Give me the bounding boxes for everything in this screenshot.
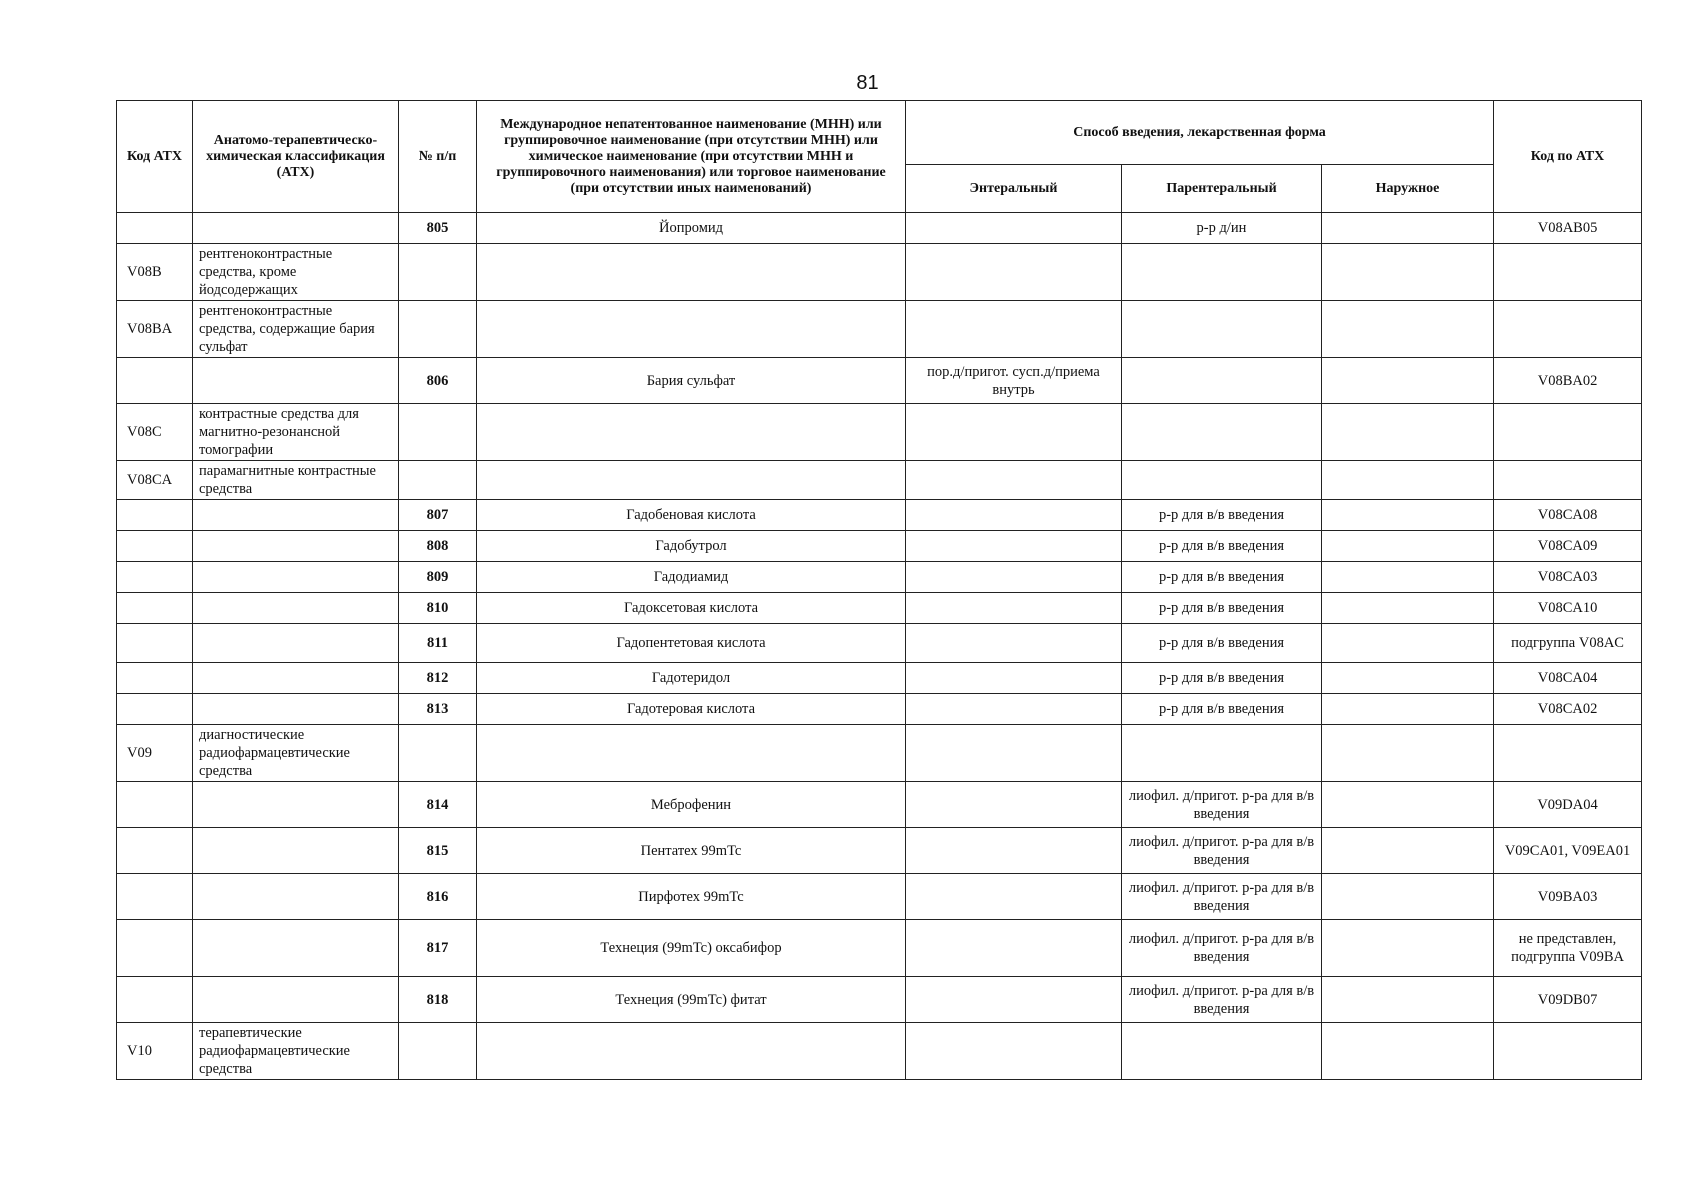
cell-external [1322, 500, 1494, 531]
cell-classification [193, 874, 399, 920]
cell-number: 807 [399, 500, 477, 531]
cell-external [1322, 244, 1494, 301]
cell-number [399, 1023, 477, 1080]
cell-name: Гадотеровая кислота [477, 694, 906, 725]
cell-number: 817 [399, 920, 477, 977]
cell-atx-code: V09CA01, V09EA01 [1494, 828, 1642, 874]
cell-external [1322, 694, 1494, 725]
cell-code [117, 500, 193, 531]
cell-name: Гадодиамид [477, 562, 906, 593]
cell-number [399, 404, 477, 461]
table-row [117, 213, 1642, 244]
cell-external [1322, 725, 1494, 782]
header-external: Наружное [1322, 165, 1494, 213]
cell-classification [193, 920, 399, 977]
cell-atx-code [1494, 301, 1642, 358]
cell-classification: рентгеноконтрастные средства, кроме йодсодержащих [193, 244, 399, 301]
cell-number: 809 [399, 562, 477, 593]
cell-name: Гадобутрол [477, 531, 906, 562]
cell-code [117, 782, 193, 828]
cell-atx-code: V08CA09 [1494, 531, 1642, 562]
header-name: Международное непатентованное наименование (МНН) или группировочное наименование (при отсутствии МНН) или химическое наименование (при отсутствии МНН и группировочного наименования) или торговое наименование (при отсутствии иных наименований) [477, 101, 906, 213]
cell-atx-code [1494, 404, 1642, 461]
table-row [117, 874, 1642, 920]
cell-classification [193, 828, 399, 874]
cell-external [1322, 977, 1494, 1023]
cell-enteral [906, 404, 1122, 461]
cell-enteral [906, 562, 1122, 593]
cell-parenteral: р-р для в/в введения [1122, 624, 1322, 663]
cell-parenteral: р-р для в/в введения [1122, 562, 1322, 593]
cell-code [117, 977, 193, 1023]
cell-atx-code: V08CA03 [1494, 562, 1642, 593]
page-number: 81 [856, 72, 879, 94]
header-number: № п/п [399, 101, 477, 213]
cell-classification: рентгеноконтрастные средства, содержащие бария сульфат [193, 301, 399, 358]
cell-name: Гадотеридол [477, 663, 906, 694]
cell-parenteral [1122, 1023, 1322, 1080]
cell-name: Гадопентетовая кислота [477, 624, 906, 663]
cell-name [477, 461, 906, 500]
cell-number: 808 [399, 531, 477, 562]
cell-atx-code [1494, 461, 1642, 500]
cell-parenteral: лиофил. д/пригот. р-ра для в/в введения [1122, 874, 1322, 920]
cell-parenteral: лиофил. д/пригот. р-ра для в/в введения [1122, 828, 1322, 874]
cell-classification [193, 213, 399, 244]
cell-enteral [906, 461, 1122, 500]
cell-classification: контрастные средства для магнитно-резонансной томографии [193, 404, 399, 461]
table-row [117, 920, 1642, 977]
cell-atx-code: V08CA04 [1494, 663, 1642, 694]
cell-atx-code [1494, 725, 1642, 782]
cell-name: Йопромид [477, 213, 906, 244]
cell-enteral [906, 977, 1122, 1023]
cell-classification [193, 562, 399, 593]
cell-code [117, 531, 193, 562]
cell-name: Пирфотех 99mTc [477, 874, 906, 920]
cell-name: Технеция (99mTc) фитат [477, 977, 906, 1023]
cell-enteral [906, 1023, 1122, 1080]
table-row [117, 725, 1642, 782]
cell-atx-code: не представлен, подгруппа V09BA [1494, 920, 1642, 977]
cell-parenteral [1122, 404, 1322, 461]
cell-code: V08C [117, 404, 193, 461]
cell-parenteral [1122, 301, 1322, 358]
cell-external [1322, 593, 1494, 624]
cell-external [1322, 828, 1494, 874]
cell-parenteral [1122, 725, 1322, 782]
cell-number: 811 [399, 624, 477, 663]
cell-parenteral [1122, 461, 1322, 500]
cell-number: 815 [399, 828, 477, 874]
table-row [117, 1023, 1642, 1080]
cell-enteral [906, 531, 1122, 562]
cell-external [1322, 531, 1494, 562]
cell-atx-code: V09DB07 [1494, 977, 1642, 1023]
cell-code [117, 213, 193, 244]
cell-external [1322, 301, 1494, 358]
cell-code: V08BA [117, 301, 193, 358]
cell-external [1322, 782, 1494, 828]
cell-parenteral: р-р для в/в введения [1122, 694, 1322, 725]
cell-number: 805 [399, 213, 477, 244]
table-row [117, 624, 1642, 663]
cell-atx-code: V08CA02 [1494, 694, 1642, 725]
cell-code [117, 562, 193, 593]
cell-code [117, 593, 193, 624]
cell-enteral [906, 920, 1122, 977]
table-row [117, 358, 1642, 404]
cell-name: Технеция (99mTc) оксабифор [477, 920, 906, 977]
cell-parenteral: р-р для в/в введения [1122, 500, 1322, 531]
cell-code: V10 [117, 1023, 193, 1080]
cell-external [1322, 213, 1494, 244]
cell-number: 810 [399, 593, 477, 624]
cell-code [117, 920, 193, 977]
cell-parenteral: р-р для в/в введения [1122, 593, 1322, 624]
cell-code [117, 694, 193, 725]
cell-number: 816 [399, 874, 477, 920]
cell-number: 806 [399, 358, 477, 404]
cell-classification: терапевтические радиофармацевтические средства [193, 1023, 399, 1080]
cell-code: V09 [117, 725, 193, 782]
cell-number: 818 [399, 977, 477, 1023]
cell-enteral [906, 593, 1122, 624]
cell-external [1322, 404, 1494, 461]
table-row [117, 404, 1642, 461]
cell-number: 812 [399, 663, 477, 694]
cell-classification [193, 624, 399, 663]
cell-enteral [906, 624, 1122, 663]
cell-name: Меброфенин [477, 782, 906, 828]
cell-classification [193, 593, 399, 624]
table-row [117, 694, 1642, 725]
header-enteral: Энтеральный [906, 165, 1122, 213]
table-row [117, 531, 1642, 562]
header-classification: Анатомо-терапевтическо-химическая классификация (АТХ) [193, 101, 399, 213]
cell-parenteral: лиофил. д/пригот. р-ра для в/в введения [1122, 782, 1322, 828]
cell-classification [193, 977, 399, 1023]
table-row [117, 562, 1642, 593]
cell-parenteral [1122, 358, 1322, 404]
cell-name: Пентатех 99mTc [477, 828, 906, 874]
cell-external [1322, 920, 1494, 977]
table-row [117, 500, 1642, 531]
cell-number [399, 725, 477, 782]
cell-code [117, 624, 193, 663]
cell-parenteral: р-р для в/в введения [1122, 531, 1322, 562]
cell-atx-code: подгруппа V08AC [1494, 624, 1642, 663]
cell-atx-code: V09DA04 [1494, 782, 1642, 828]
cell-classification [193, 500, 399, 531]
cell-classification [193, 663, 399, 694]
table-row [117, 663, 1642, 694]
cell-code [117, 874, 193, 920]
cell-enteral [906, 244, 1122, 301]
table-row [117, 593, 1642, 624]
cell-enteral [906, 828, 1122, 874]
cell-external [1322, 1023, 1494, 1080]
cell-code [117, 358, 193, 404]
header-code-atx: Код АТХ [117, 101, 193, 213]
cell-atx-code [1494, 244, 1642, 301]
cell-code: V08CA [117, 461, 193, 500]
cell-enteral [906, 663, 1122, 694]
cell-code: V08B [117, 244, 193, 301]
cell-atx-code [1494, 1023, 1642, 1080]
cell-number: 813 [399, 694, 477, 725]
cell-classification [193, 358, 399, 404]
cell-classification [193, 694, 399, 725]
cell-name [477, 725, 906, 782]
table-row [117, 828, 1642, 874]
cell-number [399, 461, 477, 500]
cell-name: Гадобеновая кислота [477, 500, 906, 531]
cell-name [477, 244, 906, 301]
cell-classification: диагностические радиофармацевтические средства [193, 725, 399, 782]
cell-external [1322, 624, 1494, 663]
table-row [117, 301, 1642, 358]
cell-classification [193, 531, 399, 562]
header-parenteral: Парентеральный [1122, 165, 1322, 213]
cell-number [399, 301, 477, 358]
cell-enteral [906, 500, 1122, 531]
cell-name [477, 1023, 906, 1080]
cell-enteral [906, 874, 1122, 920]
cell-atx-code: V08AB05 [1494, 213, 1642, 244]
cell-enteral [906, 782, 1122, 828]
cell-external [1322, 663, 1494, 694]
cell-atx-code: V08CA10 [1494, 593, 1642, 624]
cell-name: Гадоксетовая кислота [477, 593, 906, 624]
cell-atx-code: V09BA03 [1494, 874, 1642, 920]
cell-name [477, 301, 906, 358]
cell-enteral: пор.д/пригот. сусп.д/приема внутрь [906, 358, 1122, 404]
table-row [117, 461, 1642, 500]
cell-atx-code: V08BA02 [1494, 358, 1642, 404]
cell-number: 814 [399, 782, 477, 828]
cell-enteral [906, 694, 1122, 725]
cell-enteral [906, 301, 1122, 358]
cell-enteral [906, 213, 1122, 244]
cell-code [117, 828, 193, 874]
cell-external [1322, 358, 1494, 404]
cell-name: Бария сульфат [477, 358, 906, 404]
header-atx-code: Код по АТХ [1494, 101, 1642, 213]
table-body [117, 213, 1642, 1080]
cell-external [1322, 874, 1494, 920]
table-row [117, 977, 1642, 1023]
cell-name [477, 404, 906, 461]
drug-table [116, 100, 1642, 1080]
cell-parenteral: р-р д/ин [1122, 213, 1322, 244]
cell-parenteral: лиофил. д/пригот. р-ра для в/в введения [1122, 977, 1322, 1023]
cell-atx-code: V08CA08 [1494, 500, 1642, 531]
cell-parenteral: лиофил. д/пригот. р-ра для в/в введения [1122, 920, 1322, 977]
cell-parenteral: р-р для в/в введения [1122, 663, 1322, 694]
cell-number [399, 244, 477, 301]
cell-code [117, 663, 193, 694]
cell-classification: парамагнитные контрастные средства [193, 461, 399, 500]
cell-parenteral [1122, 244, 1322, 301]
cell-external [1322, 461, 1494, 500]
header-route: Способ введения, лекарственная форма [906, 101, 1494, 165]
cell-classification [193, 782, 399, 828]
cell-enteral [906, 725, 1122, 782]
cell-external [1322, 562, 1494, 593]
table-row [117, 244, 1642, 301]
table-row [117, 782, 1642, 828]
